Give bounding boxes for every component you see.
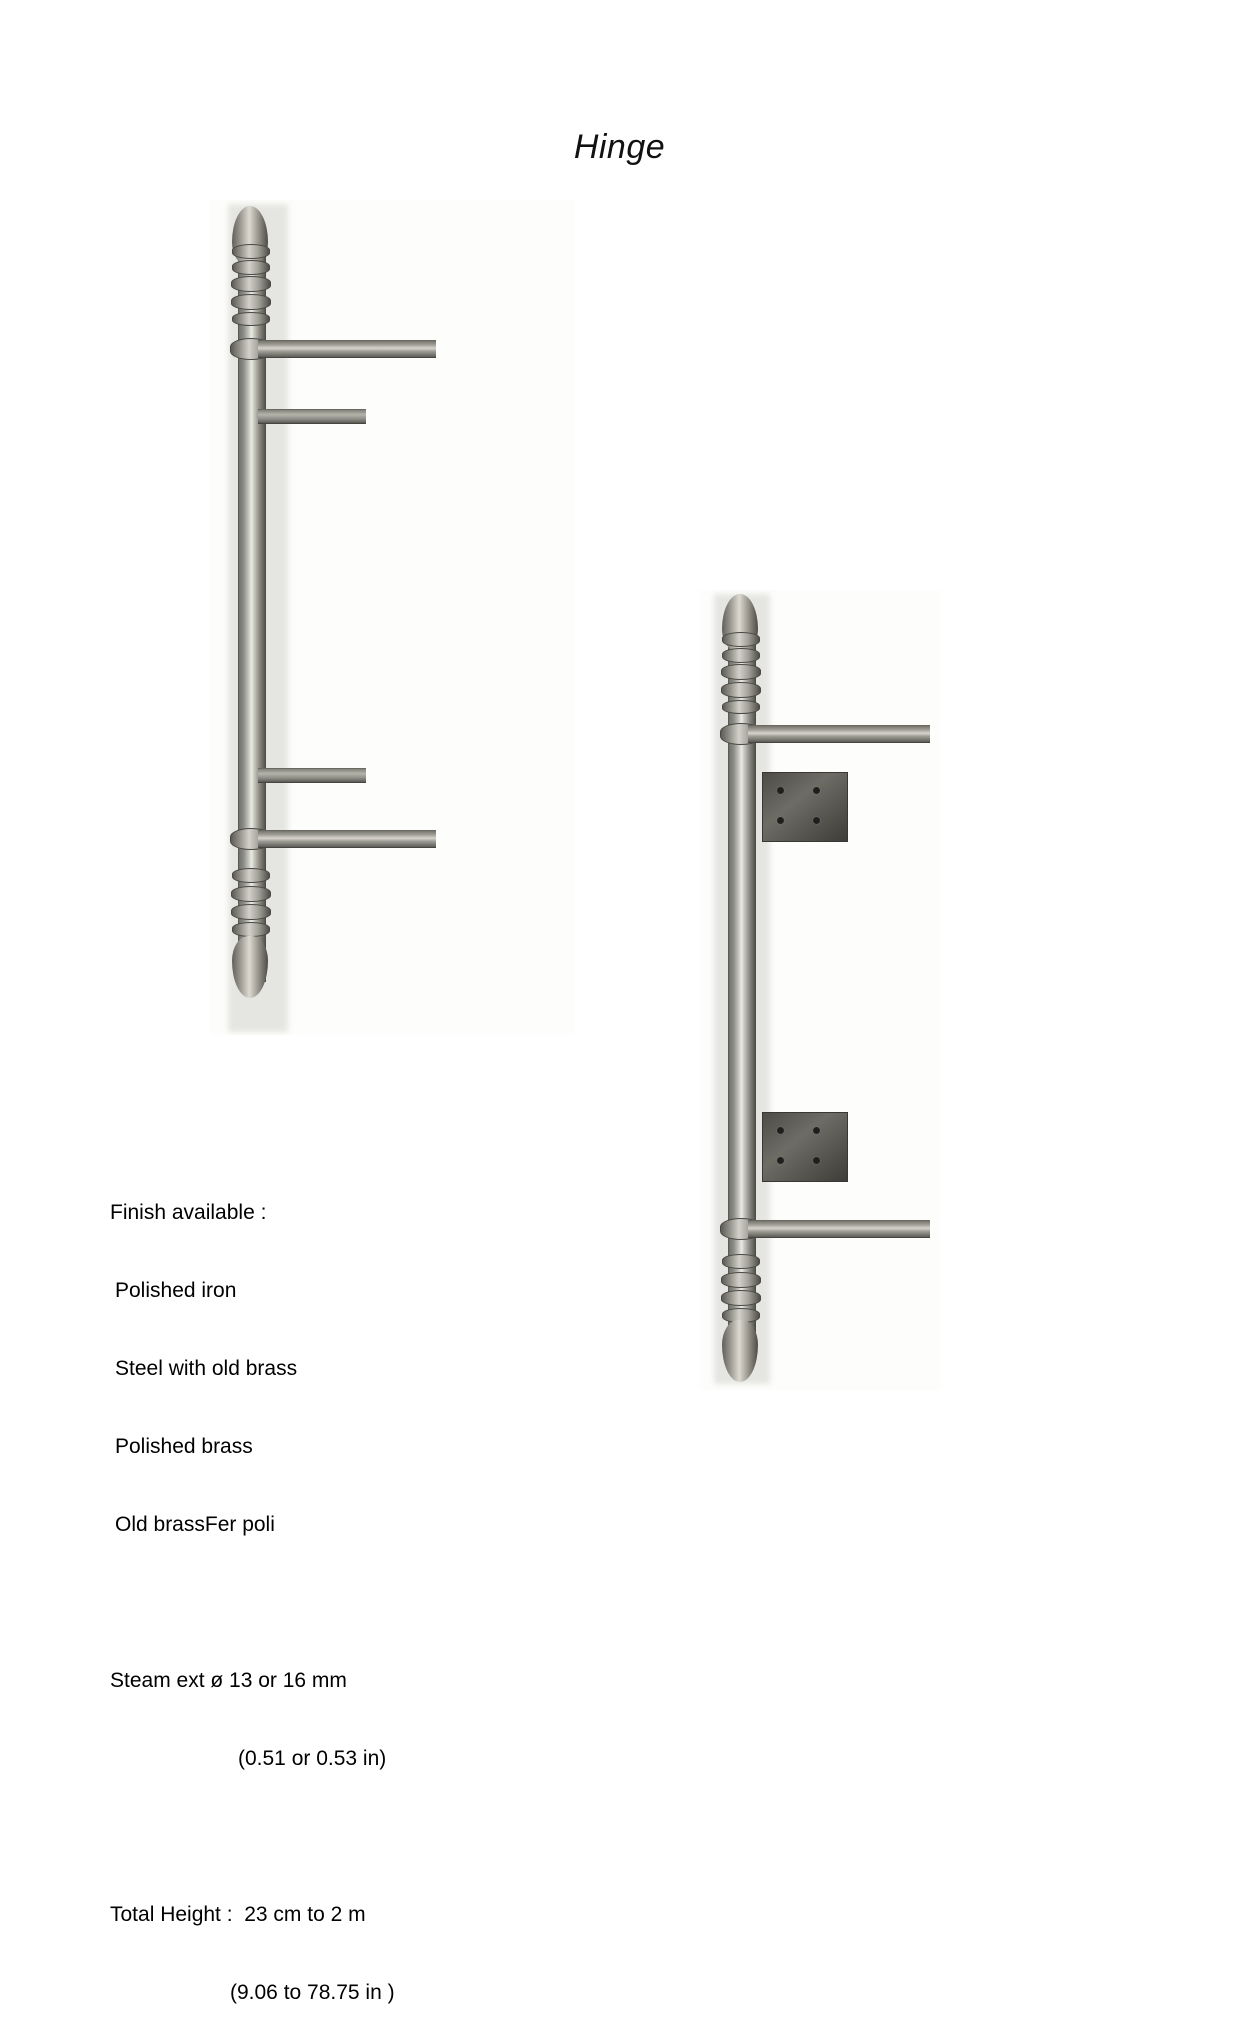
specification-block [110, 1148, 395, 2032]
screw-hole-icon [813, 787, 820, 794]
spacer [110, 1824, 395, 1850]
knuckle-icon [721, 682, 761, 698]
knuckle-icon [232, 922, 270, 937]
knuckle-icon [232, 868, 270, 883]
lower-short-arm [258, 768, 366, 783]
knuckle-icon [231, 904, 271, 920]
steam-diameter-inches: (0.51 or 0.53 in) [238, 1747, 387, 1770]
finish-heading: Finish available : [110, 1201, 267, 1224]
lower-fixing-plate [762, 1112, 848, 1182]
upper-long-arm [258, 340, 436, 358]
knuckle-icon [232, 244, 270, 259]
finish-option-old-brass: Old brassFer poli [115, 1513, 275, 1536]
knuckle-icon [721, 1290, 761, 1306]
upper-long-arm [748, 725, 930, 743]
knuckle-icon [232, 312, 270, 326]
total-height-line: Total Height : 23 cm to 2 m [110, 1903, 366, 1926]
steam-diameter-line: Steam ext ø 13 or 16 mm [110, 1669, 347, 1692]
lower-long-arm [258, 830, 436, 848]
finish-option-polished-iron: Polished iron [115, 1279, 237, 1302]
knuckle-icon [721, 1272, 761, 1288]
screw-hole-icon [777, 817, 784, 824]
knuckle-icon [722, 700, 760, 714]
spacer [110, 1590, 395, 1616]
screw-hole-icon [813, 1127, 820, 1134]
screw-hole-icon [777, 1157, 784, 1164]
total-height-inches: (9.06 to 78.75 in ) [230, 1981, 395, 2004]
upper-short-arm [258, 409, 366, 424]
screw-hole-icon [777, 787, 784, 794]
finish-option-polished-brass: Polished brass [115, 1435, 253, 1458]
finish-option-steel-old-brass: Steel with old brass [115, 1357, 298, 1380]
screw-hole-icon [777, 1127, 784, 1134]
screw-hole-icon [813, 1157, 820, 1164]
knuckle-icon [231, 276, 271, 292]
knuckle-icon [232, 260, 270, 275]
knuckle-icon [721, 664, 761, 680]
knuckle-icon [722, 1254, 760, 1269]
screw-hole-icon [813, 817, 820, 824]
lower-long-arm [748, 1220, 930, 1238]
upper-fixing-plate [762, 772, 848, 842]
knuckle-icon [722, 648, 760, 663]
page-title: Hinge [573, 128, 666, 166]
hinge-photo-left [210, 200, 575, 1035]
knuckle-icon [231, 294, 271, 310]
hinge-photo-right [700, 590, 940, 1390]
knuckle-icon [722, 632, 760, 647]
knuckle-icon [231, 886, 271, 902]
